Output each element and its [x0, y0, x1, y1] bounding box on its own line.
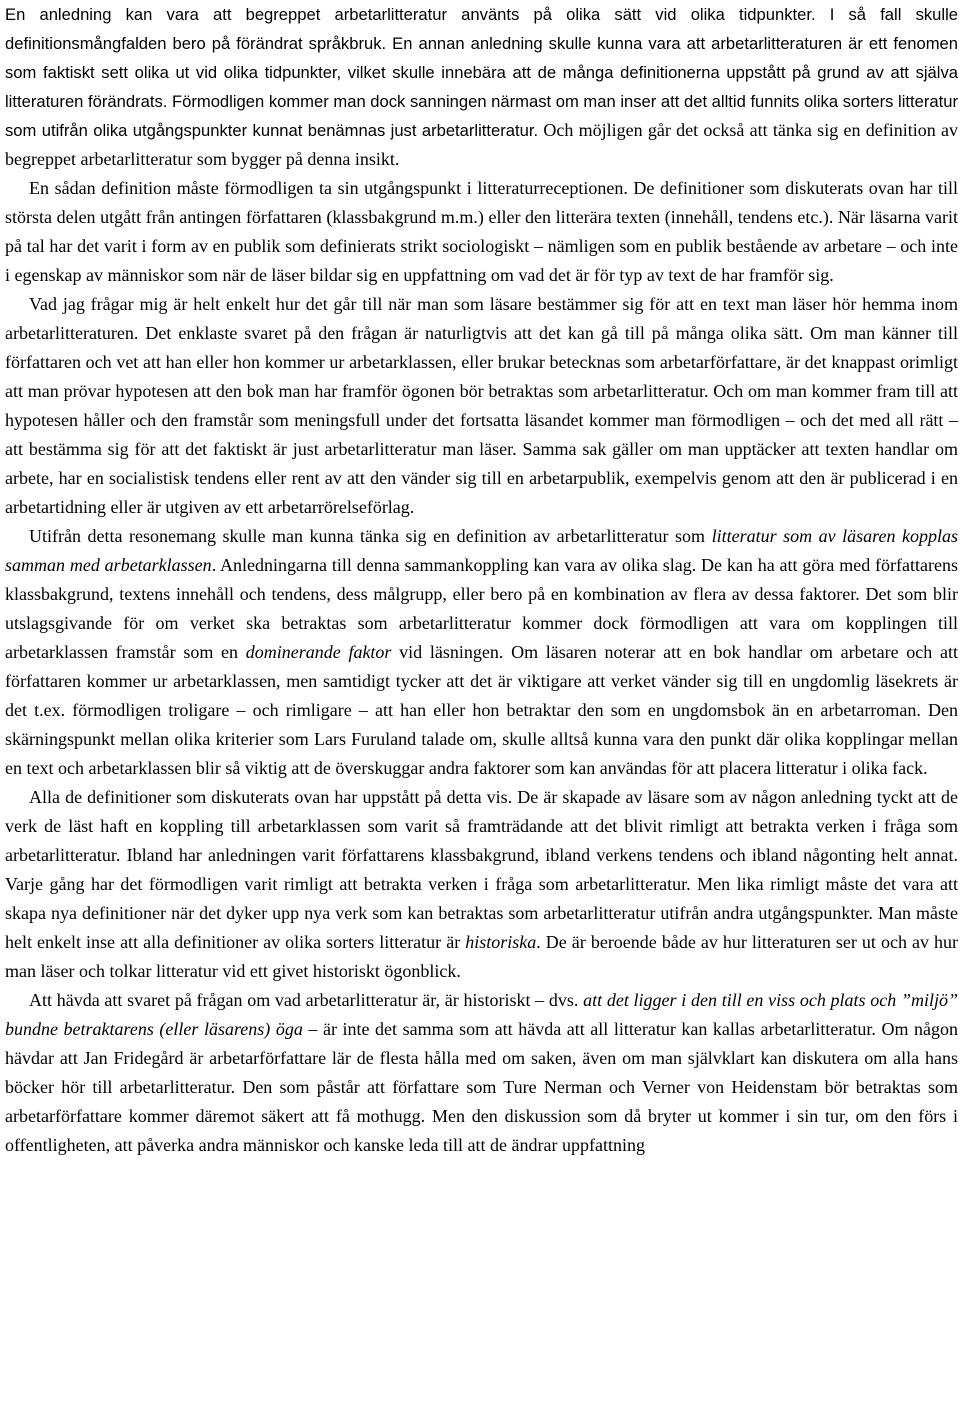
paragraph-2-segment-1: En sådan definition måste förmodligen ta sin utgångspunkt i litteraturreceptionen. De definitioner som diskuterats ovan har till största delen utgått från antingen författaren (klassbakgrund m.m.) eller den litterära texten (innehåll, tendens etc.). När läsarna varit på tal har det varit i form av en publik som definierats strikt sociologiskt – nämligen som en publik bestående av arbetare – och inte i egenskap av människor som när de läser bildar sig en uppfattning om vad det är för typ av text de har framför sig.	[5, 178, 958, 285]
paragraph-5-segment-1: Alla de definitioner som diskuterats ovan har uppstått på detta vis. De är skapade av läsare som av någon anledning tyckt att de verk de läst haft en koppling till arbetarklassen som varit så framträdande att det blivit rimligt att betrakta verken i fråga som arbetarlitteratur. Ibland har anledningen varit författarens klassbakgrund, ibland verkens tendens och ibland någonting helt annat. Varje gång har det förmodligen varit rimligt att betrakta verken i fråga som arbetarlitteratur. Men lika rimligt måste det vara att skapa nya definitioner när det dyker upp nya verk som kan betraktas som arbetarlitteratur utifrån andra utgångspunkter. Man måste helt enkelt inse att alla definitioner av olika sorters litteratur är	[5, 787, 958, 952]
paragraph-6	[5, 986, 958, 1160]
paragraph-6-segment-3: – är inte det samma som att hävda att all litteratur kan kallas arbetarlitteratur. Om någon hävdar att Jan Fridegård är arbetarförfattare lär de flesta hålla med om saken, även om man självklart kan diskutera om alla hans böcker hör till arbetarlitteratur. Den som påstår att författare som Ture Nerman och Verner von Heidenstam bör betraktas som arbetarförfattare kommer däremot säkert att få mothugg. Men den diskussion som då bryter ut kommer i sin tur, om den förs i offentligheten, att påverka andra människor och kanske leda till att de ändrar uppfattning	[5, 1019, 958, 1155]
paragraph-4-italic-dominant-factor: dominerande faktor	[245, 642, 392, 662]
paragraph-4	[5, 522, 958, 783]
paragraph-1-segment-3: Och möjligen går det också att tänka sig en definition av begreppet arbetarlitteratur som bygger på denna insikt.	[5, 120, 958, 169]
paragraph-5-segment-3: . De är beroende både av hur litteraturen ser ut och av hur man läser och tolkar litteratur vid ett givet historiskt ögonblick.	[5, 932, 958, 981]
document-page	[5, 0, 958, 1160]
paragraph-3	[5, 290, 958, 522]
paragraph-4-segment-1: Utifrån detta resonemang skulle man kunna tänka sig en definition av arbetarlitteratur som	[29, 526, 712, 546]
paragraph-2	[5, 174, 958, 290]
paragraph-1-segment-2: Förmodligen kommer man dock sanningen närmast om man inser att det alltid funnits olika sorters litteratur som utifrån olika utgångspunkter kunnat benämnas just arbetarlitteratur.	[5, 92, 958, 140]
paragraph-5-italic-historical: historiska	[465, 932, 537, 952]
paragraph-3-segment-1: Vad jag frågar mig är helt enkelt hur det går till när man som läsare bestämmer sig för att en text man läser hör hemma inom arbetarlitteraturen. Det enklaste svaret på den frågan är naturligtvis att det kan gå till på många olika sätt. Om man känner till författaren och vet att han eller hon kommer ur arbetarklassen, eller brukar betecknas som arbetarförfattare, är det knappast orimligt att man prövar hypotesen att den bok man har framför ögonen bör betraktas som arbetarlitteratur. Och om man kommer fram till att hypotesen håller och den framstår som meningsfull under det fortsatta läsandet kommer man förmodligen – och det med all rätt – att bestämma sig för att det faktiskt är just arbetarlitteratur man läser. Samma sak gäller om man upptäcker att texten handlar om arbete, har en socialistisk tendens eller rent av att den vänder sig till en arbetarpublik, exempelvis genom att den är publicerad i en arbetartidning eller är utgiven av ett arbetarrörelseförlag.	[5, 294, 958, 517]
paragraph-1-segment-1: En anledning kan vara att begreppet arbetarlitteratur använts på olika sätt vid olika tidpunkter. I så fall skulle definitionsmångfalden bero på förändrat språkbruk. En annan anledning skulle kunna vara att arbetarlitteraturen är ett fenomen som faktiskt sett olika ut vid olika tidpunkter, vilket skulle innebära att de många definitionerna uppstått på grund av att själva litteraturen förändrats.	[5, 5, 958, 111]
paragraph-6-italic-quote: att det ligger i den till en viss och plats och ”miljö” bundne betraktarens (eller läsarens) öga	[5, 990, 958, 1039]
paragraph-4-segment-3: . Anledningarna till denna sammankoppling kan vara av olika slag. De kan ha att göra med författarens klassbakgrund, textens innehåll och tendens, dess målgrupp, eller bero på en kombination av flera av dessa faktorer. Det som blir utslagsgivande för om verket ska betraktas som arbetarlitteratur kommer dock förmodligen att vara om kopplingen till arbetarklassen framstår som en	[5, 555, 959, 662]
paragraph-4-italic-definition: litteratur som av läsaren kopplas samman med arbetarklassen	[5, 526, 958, 575]
paragraph-6-segment-1: Att hävda att svaret på frågan om vad arbetarlitteratur är, är historiskt – dvs.	[29, 990, 584, 1010]
paragraph-1	[5, 0, 958, 174]
paragraph-4-segment-5: vid läsningen. Om läsaren noterar att en bok handlar om arbetare och att författaren kommer ur arbetarklassen, men samtidigt tycker att det är viktigare att verket vänder sig till en ungdomlig läsekrets är det t.ex. förmodligen troligare – och rimligare – att han eller hon betraktar den som en ungdomsbok än en arbetarroman. Den skärningspunkt mellan olika kriterier som Lars Furuland talade om, skulle alltså kunna vara den punkt där olika kopplingar mellan en text och arbetarklassen blir så viktig att de överskuggar andra faktorer som kan användas för att placera litteratur i olika fack.	[5, 642, 958, 778]
paragraph-5	[5, 783, 958, 986]
